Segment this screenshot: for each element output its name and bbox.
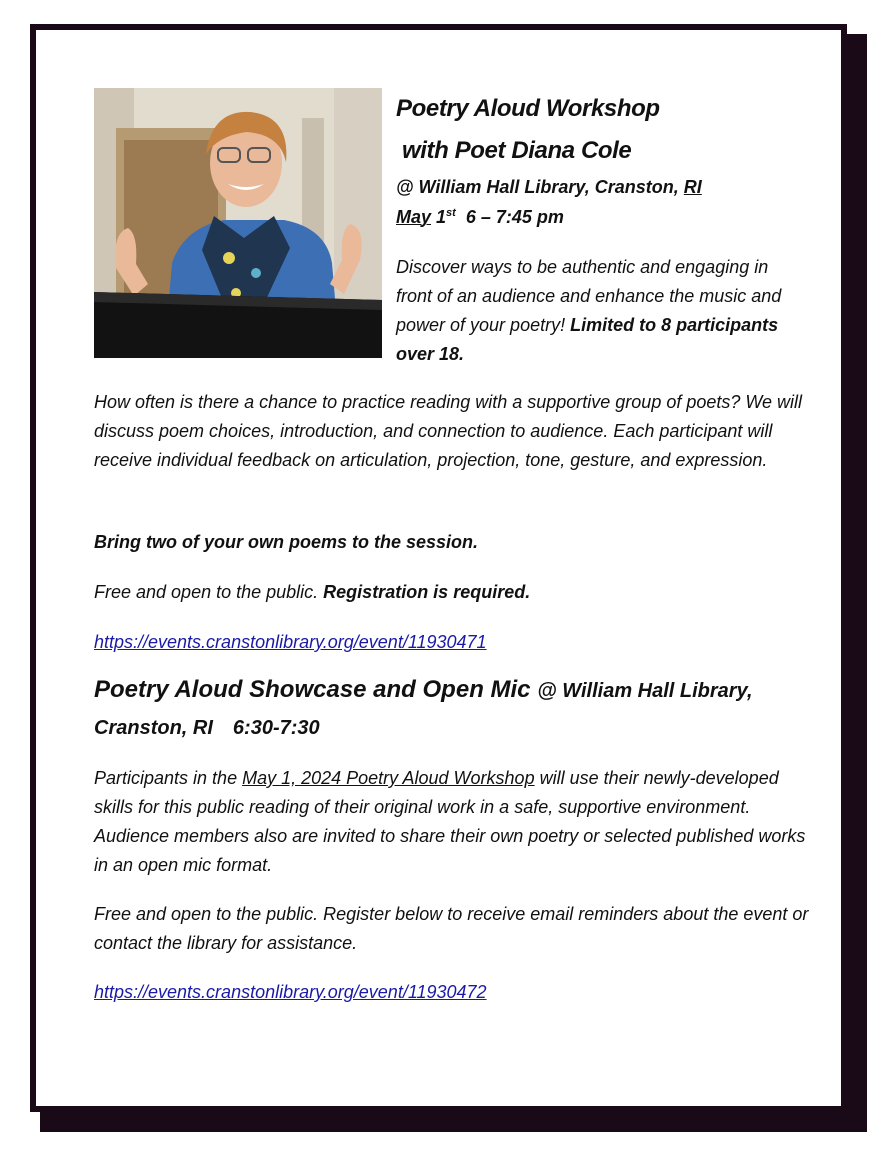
workshop-location-text: @ William Hall Library, Cranston, <box>396 177 679 197</box>
workshop-bring-poems: Bring two of your own poems to the session. <box>94 532 479 552</box>
workshop-title-line1: Poetry Aloud Workshop <box>396 95 660 122</box>
showcase-title <box>94 672 794 746</box>
workshop-date-suffix: st <box>446 207 456 219</box>
workshop-intro-text: Discover ways to be authentic and engaging in front of an audience and enhance the music and power of your poetry! <box>396 257 782 335</box>
showcase-desc-pre: Participants in the <box>94 768 238 788</box>
workshop-title <box>396 88 660 172</box>
workshop-link-line <box>94 628 809 657</box>
workshop-location <box>396 172 796 232</box>
showcase-title-text: Poetry Aloud Showcase and Open Mic <box>94 676 531 703</box>
showcase-free-note: Free and open to the public. Register below to receive email reminders about the event or contact the library for assistance. <box>94 904 809 953</box>
workshop-intro <box>396 253 806 369</box>
workshop-registration-link[interactable]: https://events.cranstonlibrary.org/event/11930471 <box>94 632 487 652</box>
showcase-registration-link[interactable]: https://events.cranstonlibrary.org/event/11930472 <box>94 982 487 1002</box>
workshop-limit: Limited to 8 participants over 18. <box>396 315 779 364</box>
workshop-free-note <box>94 578 809 607</box>
workshop-registration: Registration is required. <box>323 582 531 602</box>
workshop-location-state: RI <box>683 177 702 197</box>
workshop-time: 6 – 7:45 pm <box>465 207 564 227</box>
showcase-workshop-reference: May 1, 2024 Poetry Aloud Workshop <box>242 768 535 788</box>
showcase-time: 6:30-7:30 <box>232 717 320 739</box>
poet-at-lectern-photo <box>94 88 382 358</box>
workshop-description: How often is there a chance to practice reading with a supportive group of poets? We will discuss poem choices, introduction, and connection to audience. Each participant will receive individual feedback on articulation, projection, tone, gesture, and expression. <box>94 392 803 470</box>
workshop-date-day: 1 <box>436 207 447 227</box>
showcase-link-line <box>94 978 809 1007</box>
workshop-date-month: May <box>396 207 432 227</box>
showcase-desc-post: will use their newly-developed skills for this public reading of their original work in a safe, supportive environment. Audience members also are invited to share their own poetry or selected published works in an open mic format. <box>94 768 806 875</box>
workshop-title-line2: with Poet Diana Cole <box>402 137 632 164</box>
showcase-location: @ William Hall Library, Cranston, RI <box>94 680 753 739</box>
showcase-description <box>94 764 809 880</box>
workshop-free-text: Free and open to the public. <box>94 582 319 602</box>
